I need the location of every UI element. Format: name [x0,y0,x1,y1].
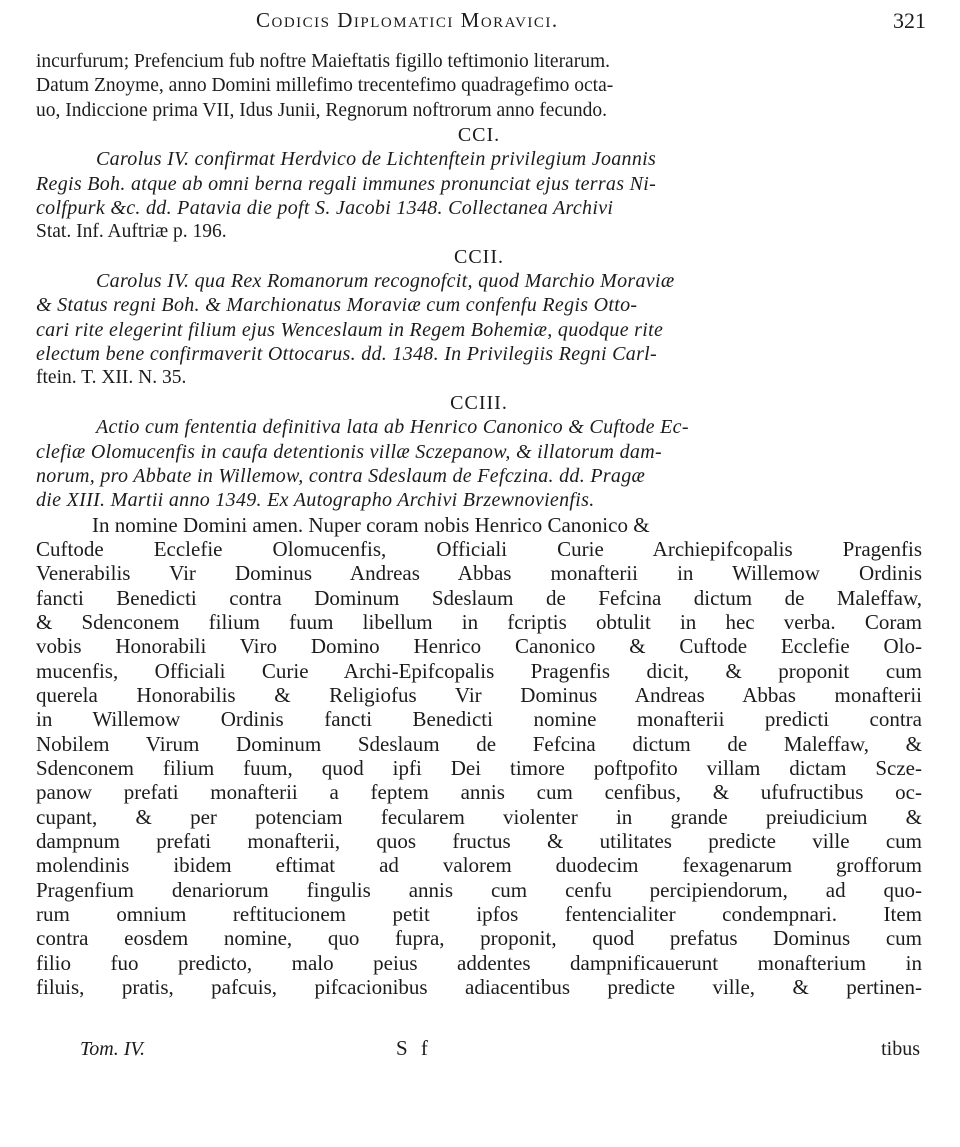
page-number: 321 [893,8,926,33]
text-line: in Willemow Ordinis fancti Benedicti nomine monafterii predicti contra [36,707,922,732]
page-header [36,6,926,40]
text-line: clefiæ Olomucenfis in caufa detentionis villæ Sczepanow, & illatorum dam- [36,440,662,463]
section-heading: CCIII. [450,391,508,414]
text-line: norum, pro Abbate in Willemow, contra Sdeslaum de Fefczina. dd. Pragæ [36,464,646,487]
text-line: Actio cum fententia definitiva lata ab Henrico Canonico & Cuftode Ec- [96,416,689,439]
section-heading: CCI. [457,124,501,147]
text-line: vobis Honorabili Viro Domino Henrico Canonico & Cuftode Ecclefie Olo- [36,634,922,659]
section-heading: CCII. [454,245,504,268]
page-footer [80,1038,920,1068]
text-line: dampnum prefati monafterii, quos fructus & utilitates predicte ville cum [36,829,922,853]
text-line: querela Honorabilis & Religiofus Vir Dominus Andreas Abbas monafterii [36,682,922,707]
text-line: filio fuo predicto, malo peius addentes dampnificauerunt monafterium in [36,950,922,975]
text-line: fancti Benedicti contra Dominum Sdeslaum de Fefcina dictum de Maleffaw, [36,585,922,610]
text-line: In nomine Domini amen. Nuper coram nobis Henrico Canonico & [92,512,650,537]
text-line: uo, Indiccione prima VII, Idus Junii, Regnorum noftrorum anno fecundo. [36,99,607,121]
text-line: die XIII. Martii anno 1349. Ex Autographo Archivi Brzewnovienfis. [36,489,595,512]
text-line: & Sdenconem filium fuum libellum in fcriptis obtulit in hec verba. Coram [36,609,922,634]
text-line: mucenfis, Officiali Curie Archi-Epifcopalis Pragenfis dicit, & proponit cum [36,658,922,683]
catchword: tibus [881,1038,920,1060]
text-line: Carolus IV. qua Rex Romanorum recognofcit, quod Marchio Moraviæ [96,270,675,293]
volume-label: Tom. IV. [80,1038,146,1060]
text-line: contra eosdem nomine, quo fupra, proponit, quod prefatus Dominus cum [36,926,922,951]
running-title: Codicis Diplomatici Moravici. [256,8,559,32]
text-line: Cuftode Ecclefie Olomucenfis, Officiali Curie Archiepifcopalis Pragenfis [36,536,922,561]
text-line: & Status regni Boh. & Marchionatus Moraviæ cum confenfu Regis Otto- [36,294,638,317]
signature-mark: S f [396,1036,432,1060]
text-line: incurfurum; Prefencium fub noftre Maieftatis figillo teftimonio literarum. [36,51,611,72]
text-line: Sdenconem filium fuum, quod ipfi Dei timore poftpofito villam dictam Scze- [36,755,922,780]
text-line: Stat. Inf. Auftriæ p. 196. [36,221,227,243]
text-line: Datum Znoyme, anno Domini millefimo trecentefimo quadragefimo octa- [36,75,614,97]
body-text [36,50,922,999]
text-line: Venerabilis Vir Dominus Andreas Abbas monafterii in Willemow Ordinis [36,561,922,586]
text-line: molendinis ibidem eftimat ad valorem duodecim fexagenarum grofforum [36,853,922,878]
text-line: Carolus IV. confirmat Herdvico de Lichtenftein privilegium Joannis [96,148,657,171]
text-line: colfpurk &c. dd. Patavia die poft S. Jacobi 1348. Collectanea Archivi [36,197,614,220]
text-line: cari rite elegerint filium ejus Wenceslaum in Regem Bohemiæ, quodque rite [36,318,664,341]
text-line: rum omnium reftitucionem petit ipfos fentencialiter condempnari. Item [36,902,922,927]
text-line: Pragenfium denariorum fingulis annis cum cenfu percipiendorum, ad quo- [36,877,922,902]
text-line: filuis, pratis, pafcuis, pifcacionibus adiacentibus predicte ville, & pertinen- [36,975,922,1000]
text-line: Nobilem Virum Dominum Sdeslaum de Fefcina dictum de Maleffaw, & [36,731,922,756]
text-line: cupant, & per potenciam fecularem violenter in grande preiudicium & [36,804,922,829]
text-line: Regis Boh. atque ab omni berna regali immunes pronunciat ejus terras Ni- [36,172,657,195]
text-line: ftein. T. XII. N. 35. [36,367,187,389]
text-line: electum bene confirmaverit Ottocarus. dd. 1348. In Privilegiis Regni Carl- [36,343,657,366]
text-line: panow prefati monafterii a feptem annis cum cenfibus, & ufufructibus oc- [36,780,922,805]
